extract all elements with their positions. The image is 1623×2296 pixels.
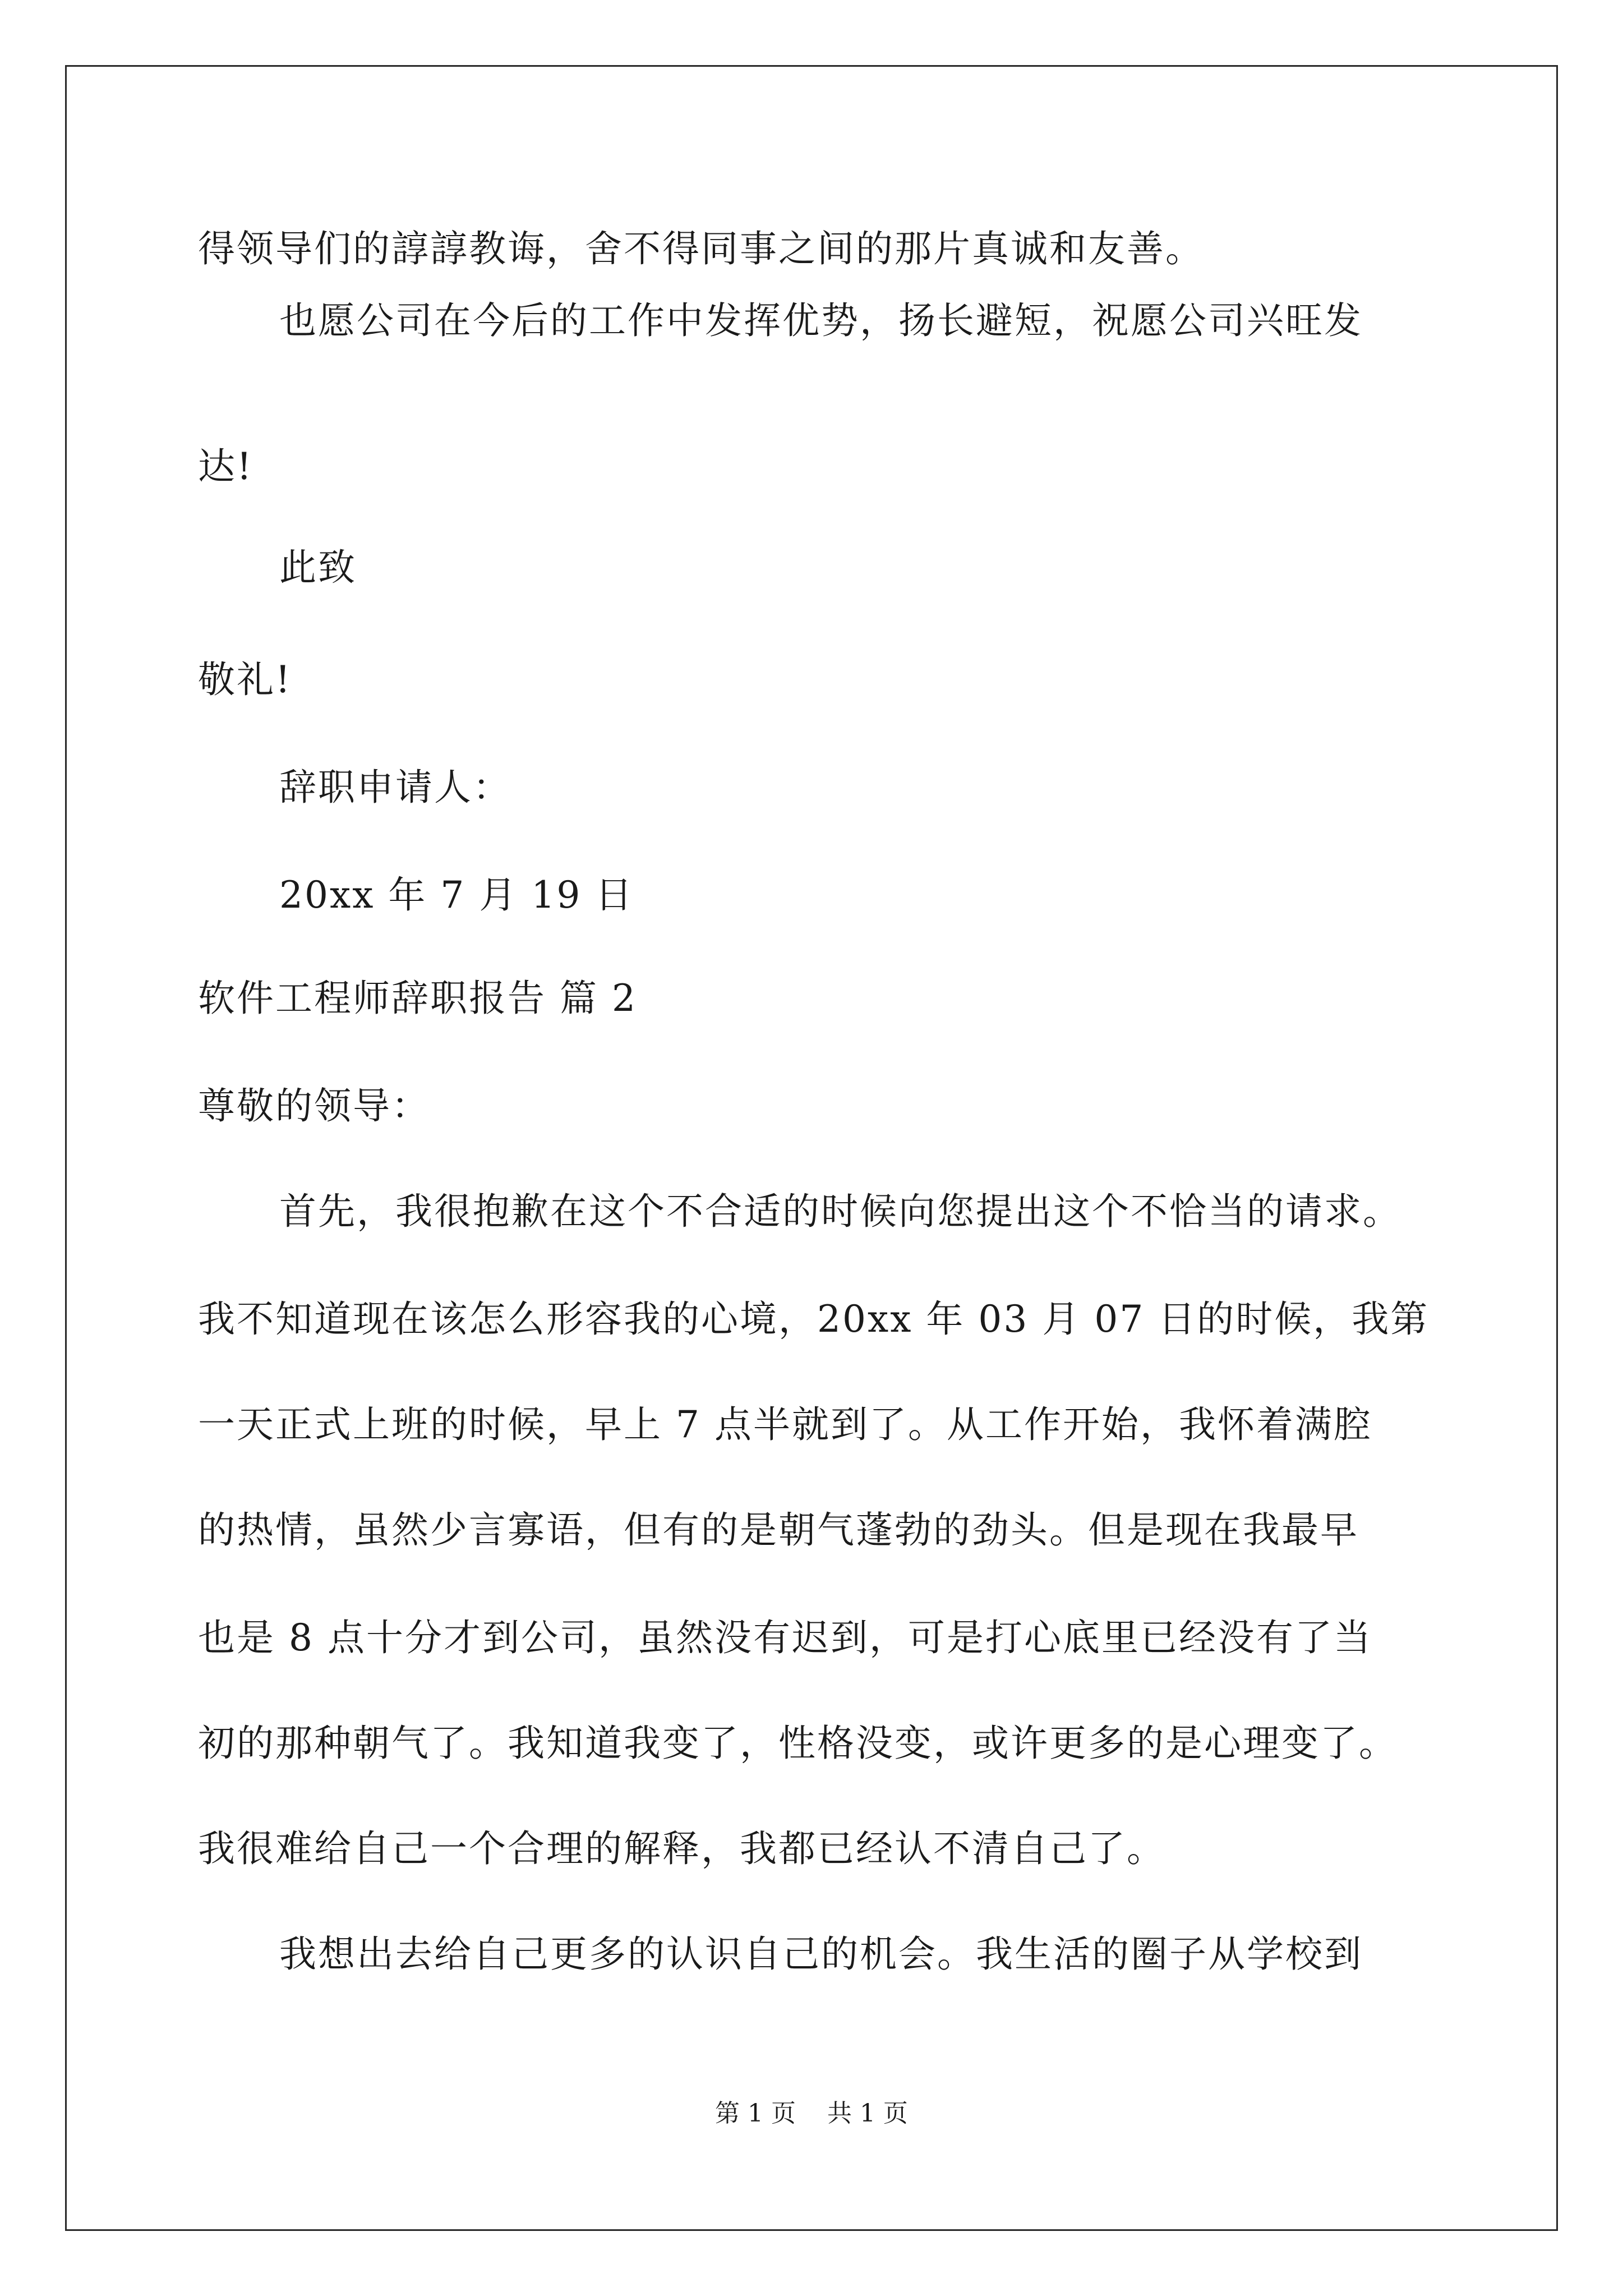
body-line-10: 首先，我很抱歉在这个不合适的时候向您提出这个不恰当的请求。 [279,1190,1401,1233]
applicant-label: 辞职申请人： [279,766,511,809]
date-line: 20xx 年 7 月 19 日 [279,873,634,917]
page-number-footer: 第 1 页 共 1 页 [715,2099,908,2128]
closing-regards: 敬礼! [198,658,292,701]
section-heading: 软件工程师辞职报告 篇 2 [198,977,637,1020]
greeting: 尊敬的领导： [198,1084,430,1128]
page-border [65,65,1558,2231]
body-line-16: 我很难给自己一个合理的解释，我都已经认不清自己了。 [198,1827,1165,1870]
body-line-17: 我想出去给自己更多的认识自己的机会。我生活的圈子从学校到 [279,1932,1363,1976]
body-line-15: 初的那种朝气了。我知道我变了，性格没变，或许更多的是心理变了。 [198,1722,1398,1765]
body-line-1: 得领导们的諄諄教诲，舍不得同事之间的那片真诚和友善。 [198,227,1204,270]
body-line-11: 我不知道现在该怎么形容我的心境，20xx 年 03 月 07 日的时候，我第 [198,1297,1430,1341]
body-line-14: 也是 8 点十分才到公司，虽然没有迟到，可是打心底里已经没有了当 [198,1616,1372,1659]
body-line-12: 一天正式上班的时候，早上 7 点半就到了。从工作开始，我怀着满腔 [198,1403,1372,1446]
body-line-3: 达! [198,445,253,488]
closing-salutation: 此致 [279,546,357,589]
body-line-13: 的热情，虽然少言寡语，但有的是朝气蓬勃的劲头。但是现在我最早 [198,1508,1359,1552]
body-line-2: 也愿公司在今后的工作中发挥优势，扬长避短，祝愿公司兴旺发 [279,299,1363,342]
